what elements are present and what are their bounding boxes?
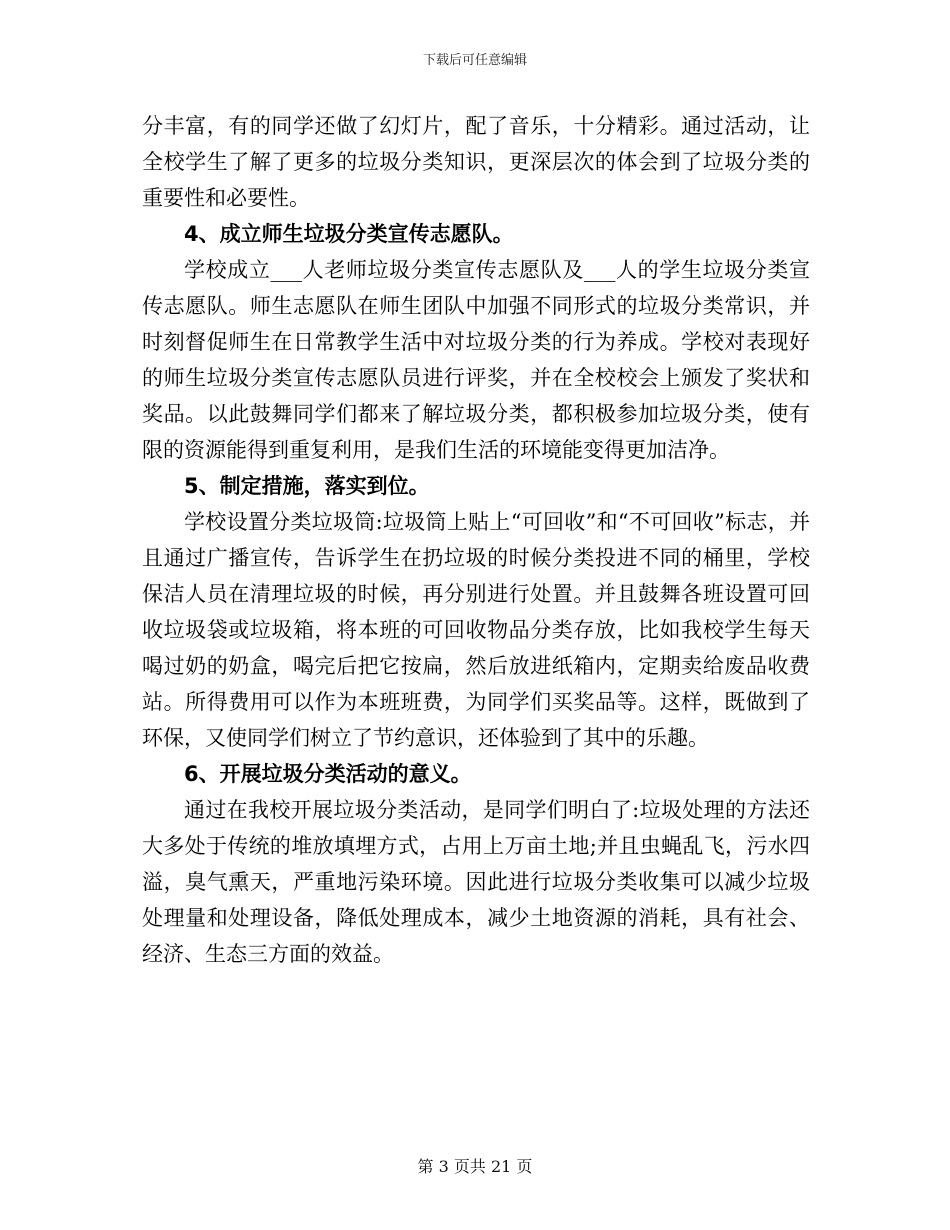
section-heading-6: 6、开展垃圾分类活动的意义。 — [184, 762, 472, 786]
paragraph-section-6: 通过在我校开展垃圾分类活动，是同学们明白了:垃圾处理的方法还大多处于传统的堆放填埋方式，占用上万亩土地;并且虫蝇乱飞，污水四溢，臭气熏天，严重地污染环境。因此进行垃圾分类收集可以减少垃圾处理量和处理设备，降低处理成本，减少土地资源的消耗，具有社会、经济、生态三方面的效益。 — [142, 798, 810, 966]
document-body — [142, 108, 810, 972]
paragraph-section-5: 学校设置分类垃圾筒:垃圾筒上贴上“可回收”和“不可回收”标志，并且通过广播宣传，告诉学生在扔垃圾的时候分类投进不同的桶里，学校保洁人员在清理垃圾的时候，再分别进行处置。并且鼓舞各班设置可回收垃圾袋或垃圾箱，将本班的可回收物品分类存放，比如我校学生每天喝过奶的奶盒，喝完后把它按扁，然后放进纸箱内，定期卖给废品收费站。所得费用可以作为本班班费，为同学们买奖品等。这样，既做到了环保，又使同学们树立了节约意识，还体验到了其中的乐趣。 — [142, 510, 810, 750]
section-heading-5: 5、制定措施，落实到位。 — [184, 474, 430, 498]
section-heading-4: 4、成立师生垃圾分类宣传志愿队。 — [184, 222, 514, 246]
paragraph-section-4: 学校成立___人老师垃圾分类宣传志愿队及___人的学生垃圾分类宣传志愿队。师生志愿队在师生团队中加强不同形式的垃圾分类常识，并时刻督促师生在日常教学生活中对垃圾分类的行为养成。学校对表现好的师生垃圾分类宣传志愿队员进行评奖，并在全校校会上颁发了奖状和奖品。以此鼓舞同学们都来了解垃圾分类，都积极参加垃圾分类，使有限的资源能得到重复利用，是我们生活的环境能变得更加洁净。 — [142, 258, 810, 462]
page-header: 下载后可任意编辑 — [422, 53, 527, 68]
page-number-footer: 第 3 页共 21 页 — [417, 1157, 533, 1176]
paragraph-continuation: 分丰富，有的同学还做了幻灯片，配了音乐，十分精彩。通过活动，让全校学生了解了更多的垃圾分类知识，更深层次的体会到了垃圾分类的重要性和必要性。 — [142, 114, 810, 210]
